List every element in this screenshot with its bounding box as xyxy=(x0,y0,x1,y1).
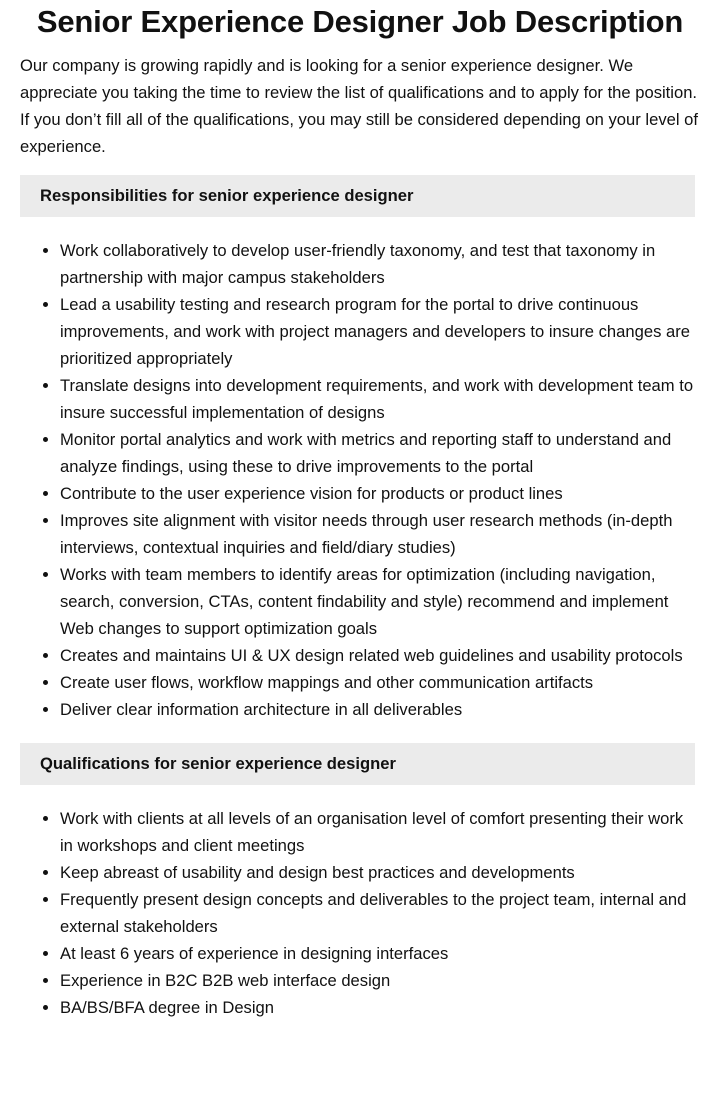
list-item: • Create user flows, workflow mappings and other communication artifacts xyxy=(60,669,700,696)
page-title: Senior Experience Designer Job Description xyxy=(36,4,684,39)
qualifications-list xyxy=(20,805,700,1021)
qualifications-heading: Qualifications for senior experience designer xyxy=(20,743,695,785)
list-item: • Deliver clear information architecture in all deliverables xyxy=(60,696,700,723)
list-item: • Improves site alignment with visitor needs through user research methods (in-depth interviews, contextual inquiries and field/diary studies) xyxy=(60,507,700,561)
list-item: • Work collaboratively to develop user-friendly taxonomy, and test that taxonomy in partnership with major campus stakeholders xyxy=(60,237,700,291)
list-item: • BA/BS/BFA degree in Design xyxy=(60,994,700,1021)
list-item: • Creates and maintains UI & UX design related web guidelines and usability protocols xyxy=(60,642,700,669)
list-item: • Monitor portal analytics and work with metrics and reporting staff to understand and analyze findings, using these to drive improvements to the portal xyxy=(60,426,700,480)
list-item: • At least 6 years of experience in designing interfaces xyxy=(60,940,700,967)
list-item: • Works with team members to identify areas for optimization (including navigation, search, conversion, CTAs, content findability and style) recommend and implement Web changes to support optimization goals xyxy=(60,561,700,642)
responsibilities-list xyxy=(20,237,700,723)
list-item: • Frequently present design concepts and deliverables to the project team, internal and external stakeholders xyxy=(60,886,700,940)
intro-paragraph: Our company is growing rapidly and is looking for a senior experience designer. We appreciate you taking the time to review the list of qualifications and to apply for the position. If you don’t fill all of the qualifications, you may still be considered depending on your level of experience. xyxy=(20,56,698,156)
responsibilities-heading: Responsibilities for senior experience designer xyxy=(20,175,695,217)
list-item: • Work with clients at all levels of an organisation level of comfort presenting their work in workshops and client meetings xyxy=(60,805,700,859)
list-item: • Contribute to the user experience vision for products or product lines xyxy=(60,480,700,507)
list-item: • Experience in B2C B2B web interface design xyxy=(60,967,700,994)
list-item: • Translate designs into development requirements, and work with development team to insure successful implementation of designs xyxy=(60,372,700,426)
list-item: • Lead a usability testing and research program for the portal to drive continuous improvements, and work with project managers and developers to insure changes are prioritized appropriately xyxy=(60,291,700,372)
list-item: • Keep abreast of usability and design best practices and developments xyxy=(60,859,700,886)
